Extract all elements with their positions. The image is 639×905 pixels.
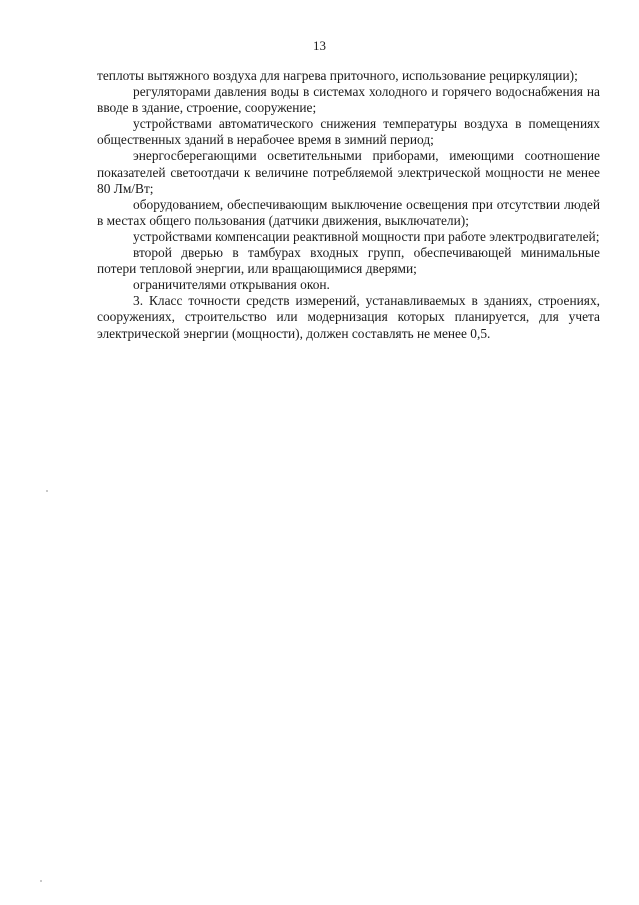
scan-speck bbox=[46, 490, 48, 492]
paragraph-reactive-power-compensation: устройствами компенсации реактивной мощности при работе электродвигателей; bbox=[133, 228, 600, 244]
paragraph-vestibule-doors: второй дверью в тамбурах входных групп, обеспечивающей минимальные потери тепловой энергии, или вращающимися дверями; bbox=[97, 245, 600, 277]
paragraph-lighting-switch-off: оборудованием, обеспечивающим выключение освещения при отсутствии людей в местах общего пользования (датчики движения, выключатели); bbox=[97, 196, 600, 228]
scan-speck bbox=[40, 880, 42, 882]
paragraph-window-limiters: ограничителями открывания окон. bbox=[133, 277, 330, 293]
paragraph-energy-saving-lighting: энергосберегающими осветительными приборами, имеющими соотношение показателей светоотдачи к величине потребляемой электрической мощности не менее 80 Лм/Вт; bbox=[97, 148, 600, 196]
paragraph-metering-accuracy: 3. Класс точности средств измерений, устанавливаемых в зданиях, строениях, сооружениях, строительство или модернизация которых планируется, для учета электрической энергии (мощности), должен составлять не менее 0,5. bbox=[97, 293, 600, 341]
paragraph-heat-recovery: теплоты вытяжного воздуха для нагрева приточного, использование рециркуляции); bbox=[97, 68, 578, 83]
paragraph-temperature-reduction: устройствами автоматического снижения температуры воздуха в помещениях общественных зданий в нерабочее время в зимний период; bbox=[97, 116, 600, 148]
document-body bbox=[97, 68, 600, 342]
paragraph-water-pressure-regulators: регуляторами давления воды в системах холодного и горячего водоснабжения на вводе в здание, строение, сооружение; bbox=[97, 84, 600, 116]
page-number: 13 bbox=[313, 38, 326, 53]
